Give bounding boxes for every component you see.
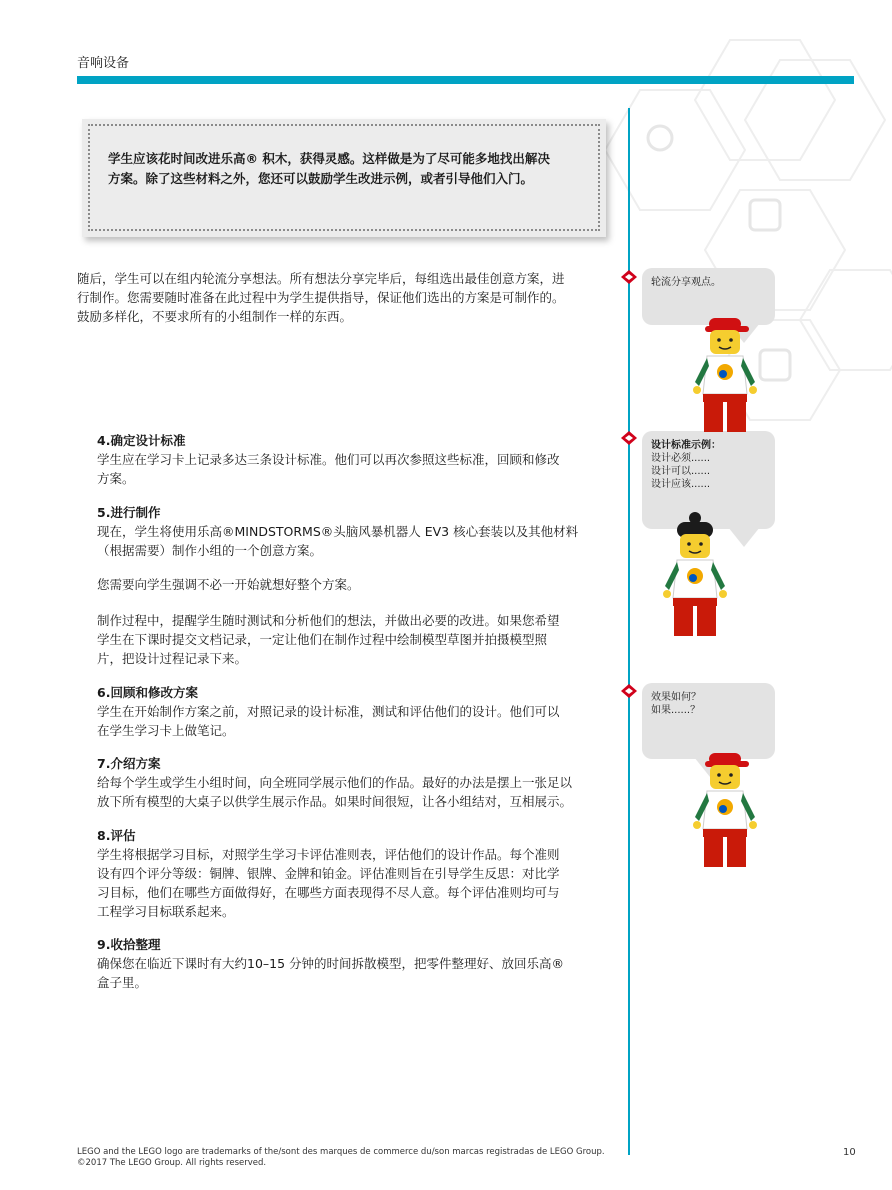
lego-minifigure-black-hair: [655, 512, 735, 638]
text-line: 在学生学习卡上做笔记。: [97, 723, 235, 738]
bubble-text: 设计必须......: [651, 453, 711, 464]
text-line: 确保您在临近下课时有大约10–15 分钟的时间拆散模型，把零件整理好、放回乐高®: [97, 956, 565, 971]
section-body: [97, 954, 564, 992]
bubble-title: 设计标准示例：: [651, 440, 721, 451]
lego-minifigure-red-cap: [685, 745, 765, 869]
bubble-text: 效果如何？: [651, 692, 701, 703]
tip-callout-box: [82, 119, 606, 237]
lego-minifigure-red-cap: [685, 310, 765, 434]
page-number: 10: [843, 1147, 856, 1158]
text-line: 现在，学生将使用乐高®MINDSTORMS®头脑风暴机器人 EV3 核心套装以及其他材料: [97, 524, 579, 539]
text-line: 学生将根据学习目标，对照学生学习卡评估准则表，评估他们的设计作品。每个准则: [97, 847, 560, 862]
section-body: [97, 702, 560, 740]
text-line: 随后，学生可以在组内轮流分享想法。所有想法分享完毕后，每组选出最佳创意方案，进: [77, 271, 565, 286]
text-line: 鼓励多样化，不要求所有的小组制作一样的东西。: [77, 309, 353, 324]
section-heading: 4.确定设计标准: [97, 433, 186, 448]
text-line: 学生在开始制作方案之前，对照记录的设计标准，测试和评估他们的设计。他们可以: [97, 704, 560, 719]
section-body: [97, 450, 560, 488]
section-body: [97, 773, 572, 811]
text-line: 制作过程中，提醒学生随时测试和分析他们的想法，并做出必要的改进。如果您希望: [97, 613, 560, 628]
section-body: [97, 522, 578, 560]
section-body: [97, 611, 560, 668]
footer-line: LEGO and the LEGO logo are trademarks of the/sont des marques de commerce du/son marcas registradas de LEGO Group.: [77, 1147, 605, 1157]
diamond-marker-icon: [620, 269, 638, 285]
diamond-marker-icon: [620, 430, 638, 446]
callout-line: 方案。除了这些材料之外，您还可以鼓励学生改进示例，或者引导他们入门。: [108, 171, 534, 186]
bubble-text: 如果......？: [651, 705, 701, 716]
text-line: 盒子里。: [97, 975, 148, 990]
text-line: 放下所有模型的大桌子以供学生展示作品。如果时间很短，让各小组结对，互相展示。: [97, 794, 573, 809]
text-line: 片，把设计过程记录下来。: [97, 651, 248, 666]
section-body: 您需要向学生强调不必一开始就想好整个方案。: [97, 577, 360, 592]
intro-paragraph: [77, 269, 565, 326]
text-line: 习目标，他们在哪些方面做得好，在哪些方面表现得不尽人意。每个评估准则均可与: [97, 885, 560, 900]
text-line: 工程学习目标联系起来。: [97, 904, 235, 919]
section-heading: 8.评估: [97, 828, 136, 843]
section-heading: 7.介绍方案: [97, 756, 161, 771]
text-line: 行制作。您需要随时准备在此过程中为学生提供指导，保证他们选出的方案是可制作的。: [77, 290, 565, 305]
callout-text: [108, 149, 578, 189]
text-line: 学生应在学习卡上记录多达三条设计标准。他们可以再次参照这些标准，回顾和修改: [97, 452, 560, 467]
footer-legal: [77, 1147, 605, 1169]
footer-line: ©2017 The LEGO Group. All rights reserved.: [77, 1158, 267, 1168]
sidebar-divider-line: [628, 108, 630, 1155]
bubble-text: 轮流分享观点。: [651, 277, 721, 288]
text-line: 学生在下课时提交文档记录，一定让他们在制作过程中绘制模型草图并拍摄模型照: [97, 632, 548, 647]
text-line: 给每个学生或学生小组时间，向全班同学展示他们的作品。最好的办法是摆上一张足以: [97, 775, 573, 790]
bubble-text: 设计可以......: [651, 466, 711, 477]
diamond-marker-icon: [620, 683, 638, 699]
section-heading: 9.收拾整理: [97, 937, 161, 952]
text-line: 方案。: [97, 471, 135, 486]
text-line: 设有四个评分等级：铜牌、银牌、金牌和铂金。评估准则旨在引导学生反思：对比学: [97, 866, 560, 881]
page-title: 音响设备: [77, 56, 130, 71]
text-line: （根据需要）制作小组的一个创意方案。: [97, 543, 323, 558]
section-heading: 5.进行制作: [97, 505, 161, 520]
callout-line: 学生应该花时间改进乐高® 积木，获得灵感。这样做是为了尽可能多地找出解决: [108, 151, 550, 166]
header-accent-bar: [77, 76, 854, 84]
section-body: [97, 845, 560, 921]
section-heading: 6.回顾和修改方案: [97, 685, 198, 700]
bubble-text: 设计应该......: [651, 479, 711, 490]
